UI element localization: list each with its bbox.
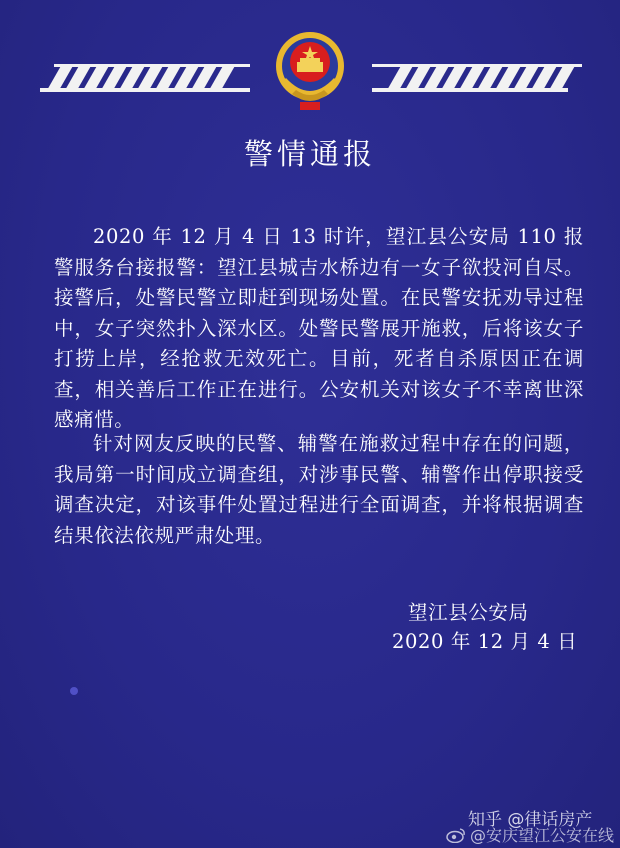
signature-org: 望江县公安局 bbox=[408, 601, 529, 624]
signature-date: 2020 年 12 月 4 日 bbox=[392, 630, 578, 653]
weibo-watermark bbox=[446, 823, 614, 846]
decorative-dot bbox=[70, 687, 78, 695]
notice-paragraph-2: 针对网友反映的民警、辅警在施救过程中存在的问题，我局第一时间成立调查组，对涉事民警、辅警作出停职接受调查决定，对该事件处置过程进行全面调查，并将根据调查结果依法依规严肃处理。 bbox=[54, 432, 584, 547]
weibo-watermark-text: @安庆望江公安在线 bbox=[470, 826, 615, 845]
zhihu-watermark: 知乎 @律话房产 bbox=[468, 810, 593, 830]
notice-title: 警情通报 bbox=[243, 137, 376, 171]
notice-paragraph-1: 2020 年 12 月 4 日 13 时许，望江县公安局 110 报警服务台接报警：望江县城吉水桥边有一女子欲投河自尽。接警后，处警民警立即赶到现场处置。在民警安抚劝导过程中，女子突然扑入深水区。处警民警展开施救，后将该女子打捞上岸，经抢救无效死亡。目前，死者自杀原因正在调查，相关善后工作正在进行。公安机关对该女子不幸离世深感痛惜。 bbox=[54, 225, 584, 431]
police-emblem-icon bbox=[264, 28, 356, 116]
weibo-icon bbox=[446, 827, 466, 843]
right-wing-icon bbox=[372, 58, 582, 98]
left-wing-icon bbox=[40, 58, 250, 98]
